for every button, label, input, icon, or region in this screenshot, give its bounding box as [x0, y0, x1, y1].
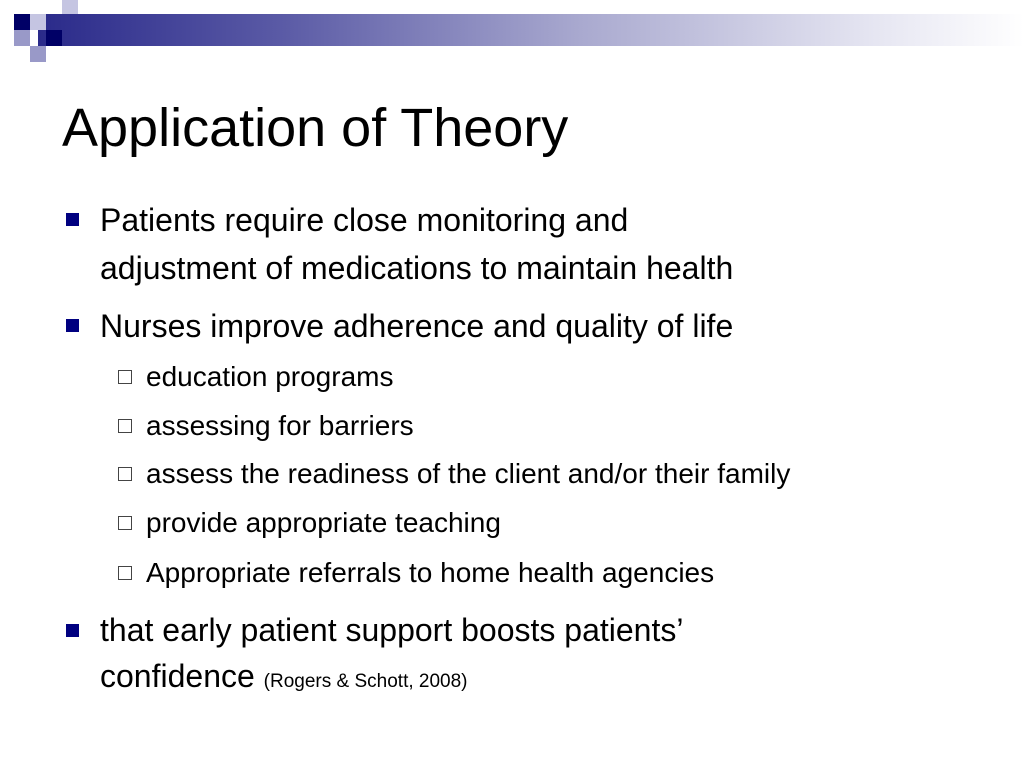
sub-bullet-1: education programs	[146, 361, 394, 392]
hollow-square-bullet-icon	[118, 370, 132, 384]
hollow-square-bullet-icon	[118, 419, 132, 433]
sub-bullet-4: provide appropriate teaching	[146, 507, 501, 538]
header-square-mid-2	[30, 46, 46, 62]
bullet-1-line-2: adjustment of medications to maintain health	[100, 250, 734, 286]
header-square-light-2	[62, 0, 78, 14]
filled-square-bullet-icon	[66, 213, 79, 226]
hollow-square-bullet-icon	[118, 467, 132, 481]
header-square-mid	[14, 30, 30, 46]
header-square-navy-2	[46, 30, 62, 46]
header-square-navy	[14, 14, 30, 30]
bullet-1-line-1: Patients require close monitoring and	[100, 202, 629, 238]
sub-bullet-2: assessing for barriers	[146, 410, 414, 441]
sub-bullet-5: Appropriate referrals to home health agencies	[146, 557, 715, 588]
header-square-light	[30, 14, 46, 30]
slide-title: Application of Theory	[62, 98, 569, 158]
filled-square-bullet-icon	[66, 624, 79, 637]
citation: (Rogers & Schott, 2008)	[263, 671, 468, 692]
hollow-square-bullet-icon	[118, 516, 132, 530]
hollow-square-bullet-icon	[118, 566, 132, 580]
header-gradient-bar	[38, 14, 1024, 46]
sub-bullet-3: assess the readiness of the client and/or their family	[146, 458, 791, 489]
bullet-2-text: Nurses improve adherence and quality of life	[100, 308, 734, 344]
filled-square-bullet-icon	[66, 319, 79, 332]
bullet-3-line-1: that early patient support boosts patients’	[100, 612, 684, 648]
bullet-3-line-2	[100, 652, 468, 706]
bullet-3-line-2-text: confidence	[100, 658, 255, 694]
